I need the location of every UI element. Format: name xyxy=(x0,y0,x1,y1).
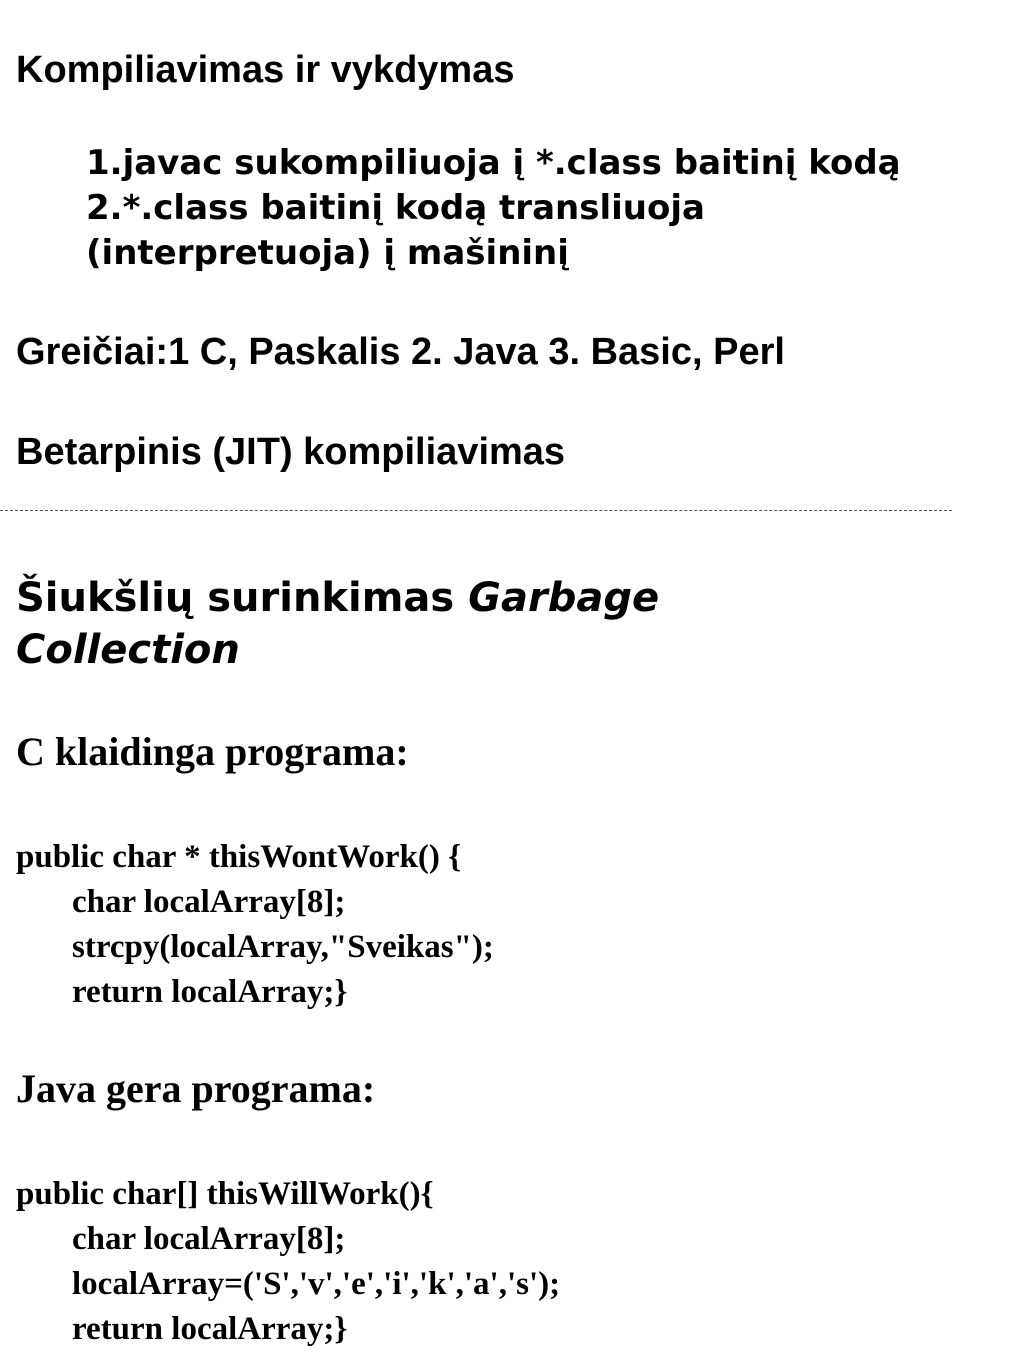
compilation-title: Kompiliavimas ir vykdymas xyxy=(16,49,515,91)
jit-compilation-line: Betarpinis (JIT) kompiliavimas xyxy=(16,431,566,473)
speed-ranking-line: Greičiai:1 C, Paskalis 2. Java 3. Basic, Perl xyxy=(16,331,785,373)
gc-title-english-1: Garbage xyxy=(468,575,660,621)
code-line: public char[] thisWillWork(){ xyxy=(16,1176,434,1212)
c-code-block xyxy=(16,835,494,1015)
code-line: strcpy(localArray,"Sveikas"); xyxy=(72,929,494,965)
section-divider xyxy=(0,510,952,511)
java-program-heading: Java gera programa: xyxy=(16,1066,376,1111)
garbage-collection-title-line-2 xyxy=(16,624,240,676)
compile-step-2-continued: (interpretuoja) į mašininį xyxy=(86,233,569,273)
compile-step-2: 2.*.class baitinį kodą transliuoja xyxy=(86,188,705,228)
garbage-collection-title xyxy=(16,572,659,624)
compile-step-1: 1.javac sukompiliuoja į *.class baitinį kodą xyxy=(86,143,901,183)
code-line: char localArray[8]; xyxy=(72,884,346,920)
code-line: localArray=('S','v','e','i','k','a','s'); xyxy=(72,1266,561,1302)
code-line: return localArray;} xyxy=(72,974,348,1010)
code-line: public char * thisWontWork() { xyxy=(16,839,462,875)
gc-title-english-2: Collection xyxy=(16,627,240,673)
code-line: return localArray;} xyxy=(72,1311,348,1347)
code-line: char localArray[8]; xyxy=(72,1221,346,1257)
java-code-block xyxy=(16,1172,560,1352)
gc-title-lithuanian: Šiukšlių surinkimas xyxy=(16,575,469,621)
c-program-heading: C klaidinga programa: xyxy=(16,729,409,774)
